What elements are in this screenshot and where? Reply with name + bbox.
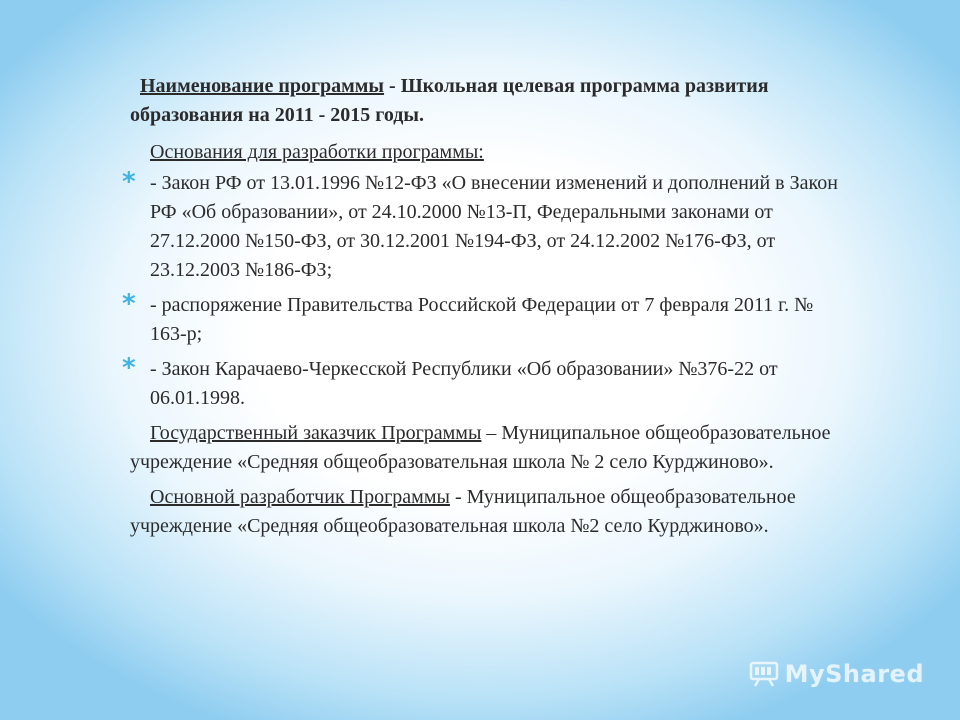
customer-paragraph bbox=[130, 419, 850, 477]
basis-item bbox=[122, 289, 850, 349]
asterisk-bullet-icon: * bbox=[122, 353, 136, 383]
basis-item bbox=[122, 167, 850, 285]
projector-icon bbox=[749, 661, 779, 687]
basis-title: Основания для разработки программы: bbox=[150, 141, 484, 163]
customer-text: – Муниципальное общеобразовательное учреждение «Средняя общеобразовательная школа № 2 село Курджиново». bbox=[130, 422, 831, 473]
asterisk-bullet-icon: * bbox=[122, 289, 136, 319]
program-name-label: Наименование программы bbox=[140, 75, 385, 97]
program-name-heading bbox=[130, 72, 850, 130]
asterisk-bullet-icon: * bbox=[122, 167, 136, 197]
basis-item-text: - Закон РФ от 13.01.1996 №12-ФЗ «О внесении изменений и дополнений в Закон РФ «Об образовании», от 24.10.2000 №13-П, Федеральными законами от 27.12.2000 №150-ФЗ, от 30.12.2001 №194-ФЗ, от 24.12.2002 №176-ФЗ, от 23.12.2003 №186-ФЗ; bbox=[150, 172, 838, 281]
customer-label: Государственный заказчик Программы bbox=[150, 422, 482, 444]
basis-item-text: - распоряжение Правительства Российской Федерации от 7 февраля 2011 г. № 163-р; bbox=[150, 294, 814, 345]
myshared-watermark bbox=[749, 660, 924, 688]
program-name-text: - Школьная целевая программа развития образования на 2011 - 2015 годы. bbox=[130, 75, 769, 126]
developer-text: - Муниципальное общеобразовательное учреждение «Средняя общеобразовательная школа №2 село Курджиново». bbox=[130, 486, 796, 537]
developer-paragraph bbox=[130, 483, 850, 541]
basis-item-text: - Закон Карачаево-Черкесской Республики «Об образовании» №376-22 от 06.01.1998. bbox=[150, 358, 778, 409]
basis-list bbox=[122, 167, 850, 413]
basis-item bbox=[122, 353, 850, 413]
slide-content bbox=[122, 72, 850, 547]
developer-label: Основной разработчик Программы bbox=[150, 486, 450, 508]
watermark-text: MyShared bbox=[784, 660, 924, 688]
